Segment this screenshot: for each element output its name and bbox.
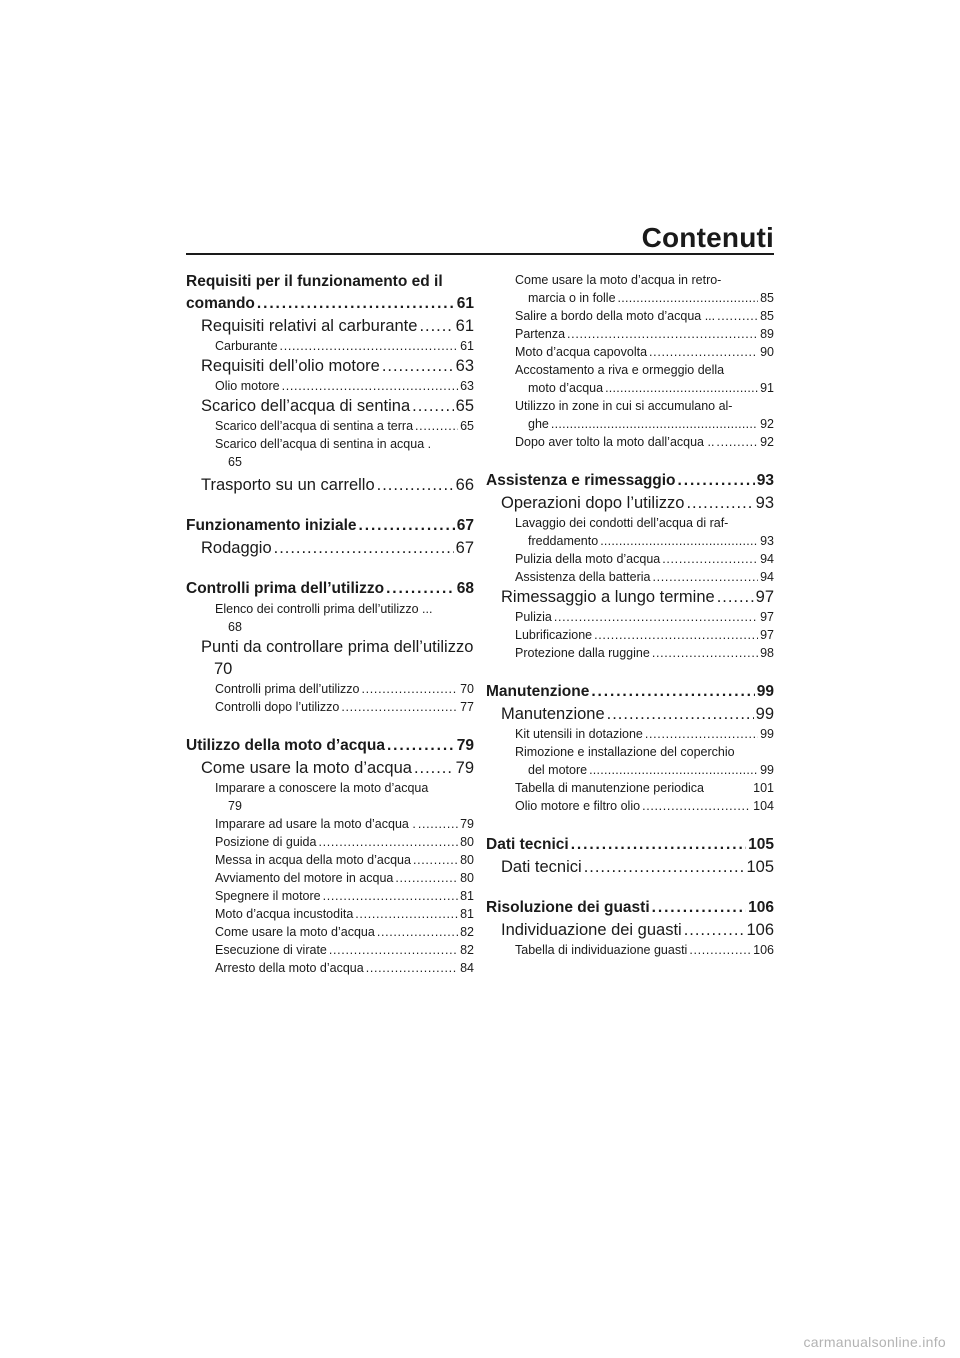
page-number: 81 — [460, 907, 474, 921]
page-number: 106 — [746, 921, 774, 939]
toc-subsection[interactable]: Manutenzione . . . 99 — [486, 703, 774, 725]
page-number: 61 — [456, 295, 474, 312]
page-number: 63 — [460, 379, 474, 393]
page-number: 92 — [760, 417, 774, 431]
toc-entry[interactable]: Pulizia . . . 97 — [486, 608, 774, 626]
toc-entry[interactable]: Dopo aver tolto la moto dall’acqua .. . . . 92 — [486, 433, 774, 451]
toc-entry[interactable]: Pulizia della moto d’acqua . . . 94 — [486, 550, 774, 568]
page-number: 65 — [228, 455, 242, 469]
toc-section-controlli[interactable]: Controlli prima dell’utilizzo . . . 68 — [186, 578, 474, 600]
page-number: 85 — [760, 309, 774, 323]
toc-heading-line: comando . . . 61 — [186, 293, 474, 315]
toc-section-assistenza[interactable]: Assistenza e rimessaggio . . . 93 — [486, 470, 774, 492]
page-number: 66 — [455, 476, 474, 494]
page-number: 61 — [460, 339, 474, 353]
page-number: 67 — [455, 539, 474, 557]
page-number: 98 — [760, 646, 774, 660]
toc-entry[interactable]: Utilizzo in zone in cui si accumulano al- ghe . . . 92 — [486, 397, 774, 433]
toc-entry[interactable]: Tabella di manutenzione periodica 101 — [515, 781, 774, 795]
toc-entry[interactable]: Olio motore e filtro olio . . . 104 — [486, 797, 774, 815]
toc-subsection[interactable]: Rimessaggio a lungo termine . . . 97 — [486, 586, 774, 608]
page-number: 79 — [460, 817, 474, 831]
toc-entry[interactable]: Assistenza della batteria . . . 94 — [486, 568, 774, 586]
toc-entry[interactable]: Controlli prima dell’utilizzo . . . 70 — [186, 680, 474, 698]
toc-entry[interactable]: Spegnere il motore . . . 81 — [186, 887, 474, 905]
toc-entry[interactable]: Olio motore . . . 63 — [186, 377, 474, 395]
toc-subsection[interactable]: Scarico dell’acqua di sentina . . . 65 — [186, 395, 474, 417]
page-number: 93 — [756, 472, 774, 489]
page-number: 79 — [228, 799, 242, 813]
toc-entry[interactable]: Accostamento a riva e ormeggio della moto d’acqua . . . 91 — [486, 361, 774, 397]
page-number: 65 — [455, 397, 474, 415]
toc-entry[interactable]: Moto d’acqua incustodita . . . 81 — [186, 905, 474, 923]
page-number: 105 — [746, 858, 774, 876]
page-number: 82 — [460, 925, 474, 939]
toc-entry[interactable]: Esecuzione di virate . . . 82 — [186, 941, 474, 959]
toc-section-utilizzo[interactable]: Utilizzo della moto d’acqua . . . 79 — [186, 735, 474, 757]
page-number: 82 — [460, 943, 474, 957]
toc-entry[interactable]: Controlli dopo l’utilizzo . . . 77 — [186, 698, 474, 716]
page-number: 84 — [460, 961, 474, 975]
page-number: 80 — [460, 853, 474, 867]
toc-entry[interactable]: Come usare la moto d’acqua . . . 82 — [186, 923, 474, 941]
page-number: 81 — [460, 889, 474, 903]
title-rule — [186, 253, 774, 255]
toc-subsection[interactable]: Requisiti relativi al carburante . . . 61 — [186, 315, 474, 337]
toc-entry[interactable]: Scarico dell’acqua di sentina a terra . . . 65 — [186, 417, 474, 435]
toc-entry[interactable]: Carburante . . . 61 — [186, 337, 474, 355]
toc-entry[interactable]: Kit utensili in dotazione . . . 99 — [486, 725, 774, 743]
page-number: 104 — [753, 799, 774, 813]
page-number: 70 — [460, 682, 474, 696]
toc-subsection[interactable]: Individuazione dei guasti . . . 106 — [486, 919, 774, 941]
page-number: 99 — [756, 683, 774, 700]
toc-entry[interactable]: Protezione dalla ruggine . . . 98 — [486, 644, 774, 662]
page-number: 97 — [760, 628, 774, 642]
toc-subsection[interactable]: Dati tecnici . . . 105 — [486, 856, 774, 878]
page-number: 105 — [748, 836, 774, 853]
page-number: 79 — [455, 759, 474, 777]
page-number: 106 — [753, 943, 774, 957]
page-number: 99 — [755, 705, 774, 723]
page-title: Contenuti — [641, 222, 774, 253]
page-number: 80 — [460, 871, 474, 885]
toc-subsection[interactable]: Rodaggio . . . 67 — [186, 537, 474, 559]
page-number: 79 — [456, 737, 474, 754]
page-number: 94 — [760, 570, 774, 584]
page-number: 92 — [760, 435, 774, 449]
toc-subsection[interactable]: Come usare la moto d’acqua . . . 79 — [186, 757, 474, 779]
page-number: 63 — [455, 357, 474, 375]
page-number: 70 — [214, 660, 233, 678]
page-number: 80 — [460, 835, 474, 849]
toc-subsection[interactable]: Requisiti dell’olio motore . . . 63 — [186, 355, 474, 377]
toc-section-dati-tecnici[interactable]: Dati tecnici . . . 105 — [486, 834, 774, 856]
toc-subsection[interactable]: Operazioni dopo l’utilizzo . . . 93 — [486, 492, 774, 514]
toc-column-right — [486, 271, 774, 959]
page-number: 68 — [456, 580, 474, 597]
watermark-footer: carmanualsonline.info — [803, 1334, 946, 1350]
toc-entry[interactable]: Avviamento del motore in acqua . . . 80 — [186, 869, 474, 887]
page-number: 93 — [755, 494, 774, 512]
toc-entry[interactable]: Scarico dell’acqua di sentina in acqua . 65 — [186, 435, 474, 471]
toc-entry[interactable]: Messa in acqua della moto d’acqua . . . 80 — [186, 851, 474, 869]
page-number: 67 — [456, 517, 474, 534]
page-number: 94 — [760, 552, 774, 566]
page-number: 99 — [760, 727, 774, 741]
toc-entry[interactable]: Tabella di individuazione guasti . . . 106 — [486, 941, 774, 959]
page-number: 65 — [460, 419, 474, 433]
page-number: 90 — [760, 345, 774, 359]
page-number: 68 — [228, 620, 242, 634]
toc-entry[interactable]: Rimozione e installazione del coperchio del motore . . . 99 — [486, 743, 774, 779]
page-number: 61 — [455, 317, 474, 335]
page-number: 101 — [753, 781, 774, 795]
toc-subsection[interactable]: Punti da controllare prima dell’utilizzo 70 — [201, 638, 474, 678]
page-number: 85 — [760, 291, 774, 305]
toc-entry[interactable]: Come usare la moto d’acqua in retro- marcia o in folle . . . 85 — [486, 271, 774, 307]
toc-column-left — [186, 271, 474, 977]
toc-entry[interactable]: Partenza . . . 89 — [486, 325, 774, 343]
page-number: 99 — [760, 763, 774, 777]
toc-entry[interactable]: Lavaggio dei condotti dell’acqua di raf- freddamento . . . 93 — [486, 514, 774, 550]
toc-heading-line: Requisiti per il funzionamento ed il — [186, 273, 443, 290]
toc-entry[interactable]: Arresto della moto d’acqua . . . 84 — [186, 959, 474, 977]
toc-section-funzionamento[interactable]: Funzionamento iniziale . . . 67 — [186, 515, 474, 537]
page-number: 77 — [460, 700, 474, 714]
toc-section-manutenzione[interactable]: Manutenzione . . . 99 — [486, 681, 774, 703]
page-number: 91 — [760, 381, 774, 395]
toc-entry[interactable]: Salire a bordo della moto d’acqua ... . . . 85 — [486, 307, 774, 325]
page-number: 93 — [760, 534, 774, 548]
page-number: 106 — [748, 899, 774, 916]
page-number: 89 — [760, 327, 774, 341]
toc-section-requisiti[interactable] — [186, 271, 474, 315]
page-number: 97 — [760, 610, 774, 624]
toc-entry[interactable]: Posizione di guida . . . 80 — [186, 833, 474, 851]
toc-entry[interactable]: Imparare ad usare la moto d’acqua . . . . 79 — [186, 815, 474, 833]
toc-entry[interactable]: Lubrificazione . . . 97 — [486, 626, 774, 644]
toc-entry[interactable]: Elenco dei controlli prima dell’utilizzo ... 68 — [186, 600, 474, 636]
toc-section-risoluzione[interactable]: Risoluzione dei guasti . . . 106 — [486, 897, 774, 919]
toc-entry[interactable]: Moto d’acqua capovolta . . . 90 — [486, 343, 774, 361]
toc-subsection[interactable]: Trasporto su un carrello . . . 66 — [186, 474, 474, 496]
page-number: 97 — [755, 588, 774, 606]
toc-entry[interactable]: Imparare a conoscere la moto d’acqua 79 — [186, 779, 474, 815]
